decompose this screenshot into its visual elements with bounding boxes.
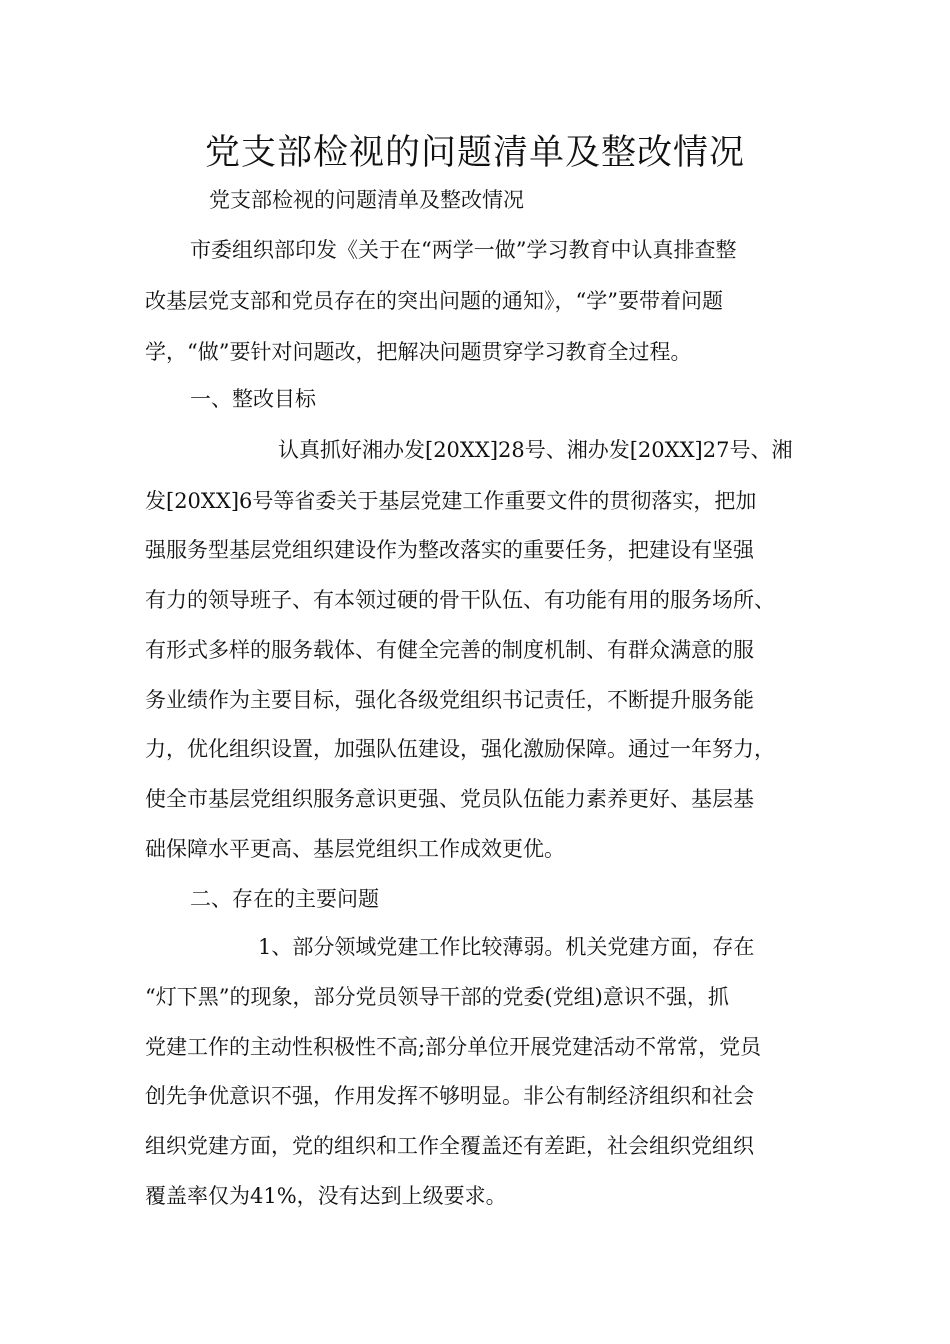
section1-line: 有形式多样的服务载体、有健全完善的制度机制、有群众满意的服 bbox=[145, 638, 754, 662]
document-subtitle: 党支部检视的问题清单及整改情况 bbox=[209, 188, 524, 212]
section-heading-1: 一、整改目标 bbox=[190, 387, 316, 411]
intro-line: 市委组织部印发《关于在“两学一做”学习教育中认真排查整 bbox=[190, 238, 737, 262]
section1-line: 认真抓好湘办发[20XX]28号、湘办发[20XX]27号、湘 bbox=[278, 438, 793, 462]
section1-line: 有力的领导班子、有本领过硬的骨干队伍、有功能有用的服务场所、 bbox=[145, 588, 775, 612]
section2-line: 组织党建方面，党的组织和工作全覆盖还有差距，社会组织党组织 bbox=[145, 1134, 754, 1158]
section1-line: 力，优化组织设置，加强队伍建设，强化激励保障。通过一年努力， bbox=[145, 737, 775, 761]
section1-line: 务业绩作为主要目标，强化各级党组织书记责任，不断提升服务能 bbox=[145, 688, 754, 712]
section1-line: 础保障水平更高、基层党组织工作成效更优。 bbox=[145, 837, 565, 861]
intro-line: 学，“做”要针对问题改，把解决问题贯穿学习教育全过程。 bbox=[145, 340, 692, 364]
section2-line: 1、部分领域党建工作比较薄弱。机关党建方面，存在 bbox=[258, 935, 755, 959]
section2-line: 覆盖率仅为41%，没有达到上级要求。 bbox=[145, 1184, 507, 1208]
section-heading-2: 二、存在的主要问题 bbox=[190, 887, 379, 911]
section2-line: 党建工作的主动性积极性不高;部分单位开展党建活动不常常，党员 bbox=[145, 1035, 762, 1059]
section2-line: “灯下黑”的现象，部分党员领导干部的党委(党组)意识不强，抓 bbox=[145, 985, 729, 1009]
section2-line: 创先争优意识不强，作用发挥不够明显。非公有制经济组织和社会 bbox=[145, 1084, 754, 1108]
section1-line: 使全市基层党组织服务意识更强、党员队伍能力素养更好、基层基 bbox=[145, 787, 754, 811]
section1-line: 发[20XX]6号等省委关于基层党建工作重要文件的贯彻落实，把加 bbox=[145, 489, 757, 513]
section1-line: 强服务型基层党组织建设作为整改落实的重要任务，把建设有坚强 bbox=[145, 538, 754, 562]
document-title: 党支部检视的问题清单及整改情况 bbox=[204, 133, 745, 173]
intro-line: 改基层党支部和党员存在的突出问题的通知》，“学”要带着问题 bbox=[145, 289, 723, 313]
